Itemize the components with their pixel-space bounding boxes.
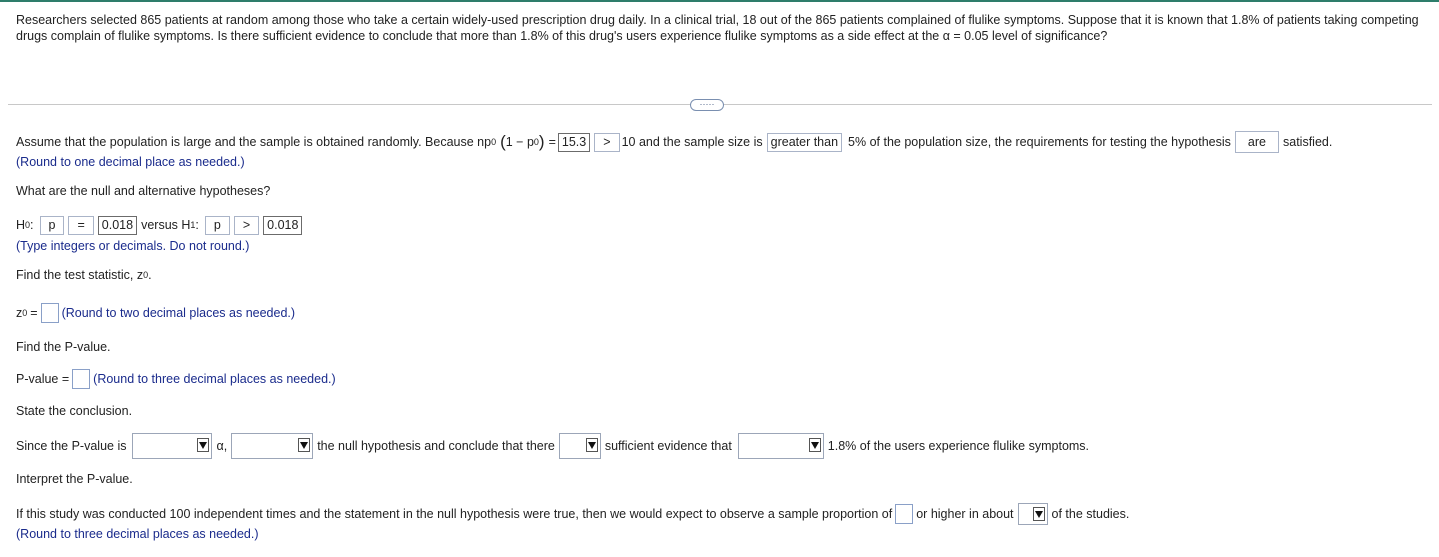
comparison-answer[interactable]: > bbox=[594, 133, 619, 152]
pvalue-hint: (Round to three decimal places as needed.) bbox=[93, 372, 336, 386]
interpret-line bbox=[16, 503, 1129, 525]
size-comparison-answer[interactable]: greater than bbox=[767, 133, 842, 152]
h1-colon: : bbox=[195, 218, 199, 232]
h0-value-answer[interactable]: 0.018 bbox=[98, 216, 137, 235]
interpret-prompt: Interpret the P-value. bbox=[16, 472, 133, 486]
np-subscript: 0 bbox=[491, 137, 497, 147]
assumption-after-size: 5% of the population size, the requirements for testing the hypothesis bbox=[848, 135, 1231, 149]
conclusion-since: Since the P-value is bbox=[16, 439, 127, 453]
test-statistic-prompt bbox=[16, 268, 152, 282]
evidence-dropdown[interactable] bbox=[559, 433, 601, 459]
pvalue-input[interactable] bbox=[72, 369, 90, 389]
dropdown-arrow-icon bbox=[586, 438, 598, 452]
h0-operator-answer[interactable]: = bbox=[68, 216, 93, 235]
equals-sign: = bbox=[548, 135, 556, 149]
h1-operator-answer[interactable]: > bbox=[234, 216, 259, 235]
versus-text: versus H bbox=[141, 218, 191, 232]
assumption-hint: (Round to one decimal place as needed.) bbox=[16, 155, 245, 169]
requirements-answer[interactable]: are bbox=[1235, 131, 1279, 153]
h0-parameter-answer[interactable]: p bbox=[40, 216, 65, 235]
conclusion-null-text: the null hypothesis and conclude that there bbox=[317, 439, 555, 453]
reject-decision-dropdown[interactable] bbox=[231, 433, 313, 459]
pvalue-line bbox=[16, 369, 336, 389]
conclusion-evidence-text: sufficient evidence that bbox=[604, 439, 732, 453]
z0-equals: = bbox=[30, 306, 38, 320]
interpret-hint: (Round to three decimal places as needed.) bbox=[16, 527, 259, 541]
hypotheses-question: What are the null and alternative hypotheses? bbox=[16, 184, 271, 198]
h1-value-answer[interactable]: 0.018 bbox=[263, 216, 302, 235]
assumption-prefix: Assume that the population is large and the sample is obtained randomly. Because np bbox=[16, 135, 492, 149]
top-accent-line bbox=[0, 0, 1439, 2]
assumption-suffix: satisfied. bbox=[1283, 135, 1333, 149]
z0-hint: (Round to two decimal places as needed.) bbox=[61, 306, 296, 320]
dropdown-arrow-icon bbox=[1033, 507, 1045, 521]
test-statistic-prompt-subscript: 0 bbox=[143, 270, 149, 280]
interpret-of-studies: of the studies. bbox=[1051, 507, 1130, 521]
pvalue-prompt: Find the P-value. bbox=[16, 340, 111, 354]
sample-proportion-input[interactable] bbox=[895, 504, 913, 524]
assumption-line bbox=[16, 132, 1332, 152]
test-statistic-prompt-end: . bbox=[148, 268, 152, 282]
conclusion-end-text: 1.8% of the users experience flulike symptoms. bbox=[827, 439, 1090, 453]
studies-count-dropdown[interactable] bbox=[1018, 503, 1048, 525]
open-paren: ( bbox=[500, 132, 506, 151]
h0-label: H bbox=[16, 218, 26, 232]
h1-subscript: 1 bbox=[190, 220, 196, 230]
assumption-middle: 10 and the sample size is bbox=[621, 135, 763, 149]
h0-subscript: 0 bbox=[25, 220, 31, 230]
alpha-text: α, bbox=[216, 439, 228, 453]
pvalue-comparison-dropdown[interactable] bbox=[132, 433, 212, 459]
close-paren: ) bbox=[538, 132, 545, 151]
hypotheses-line bbox=[16, 215, 304, 235]
interpret-or-higher: or higher in about bbox=[916, 507, 1014, 521]
pvalue-label: P-value = bbox=[16, 372, 70, 386]
z0-input[interactable] bbox=[41, 303, 59, 323]
z0-label: z bbox=[16, 306, 23, 320]
test-statistic-prompt-text: Find the test statistic, z bbox=[16, 268, 144, 282]
np-value-answer[interactable]: 15.3 bbox=[558, 133, 590, 152]
h0-colon: : bbox=[30, 218, 34, 232]
one-minus-p: 1 − p bbox=[505, 135, 534, 149]
dropdown-arrow-icon bbox=[809, 438, 821, 452]
test-statistic-line bbox=[16, 303, 295, 323]
p-subscript: 0 bbox=[533, 137, 539, 147]
dropdown-arrow-icon bbox=[197, 438, 209, 452]
question-text: Researchers selected 865 patients at random among those who take a certain widely-used prescription drug daily. In a clinical trial, 18 out of the 865 patients complained of flulike symptoms. Suppose that it is known that 1.8% of patients taking competing drugs complain of flulike symptoms. Is there sufficient evidence to conclude that more than 1.8% of this drug's users experience flulike symptoms as a side effect at the α = 0.05 level of significance? bbox=[16, 13, 1419, 43]
h1-parameter-answer[interactable]: p bbox=[205, 216, 230, 235]
interpret-sentence: If this study was conducted 100 independent times and the statement in the null hypothesis were true, then we would expect to observe a sample proportion of bbox=[16, 507, 893, 521]
z0-subscript: 0 bbox=[22, 308, 28, 318]
proportion-comparison-dropdown[interactable] bbox=[738, 433, 824, 459]
more-button[interactable]: ····· bbox=[690, 99, 724, 111]
hypotheses-hint: (Type integers or decimals. Do not round.) bbox=[16, 239, 250, 253]
conclusion-prompt: State the conclusion. bbox=[16, 404, 133, 418]
dropdown-arrow-icon bbox=[298, 438, 310, 452]
conclusion-line bbox=[16, 433, 1089, 459]
